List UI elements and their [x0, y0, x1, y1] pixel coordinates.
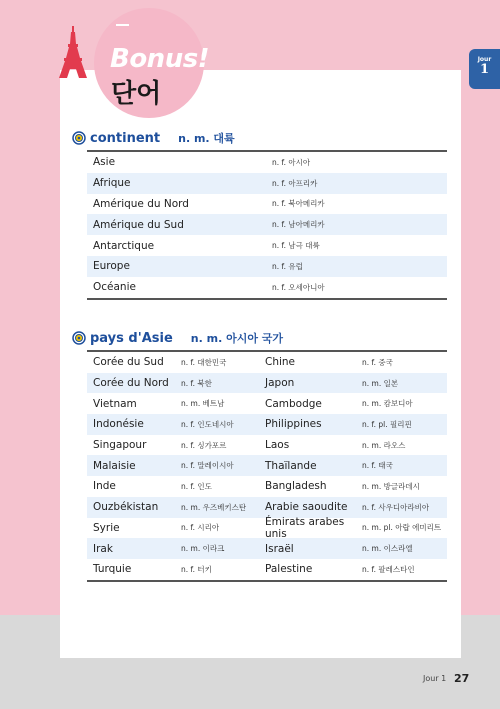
term: Singapour	[93, 439, 147, 452]
section-word: pays d'Asie	[90, 330, 173, 346]
section-asia-title	[72, 330, 283, 346]
translation: n. f. 남극 대륙	[272, 241, 320, 251]
term: Amérique du Nord	[93, 197, 189, 210]
continent-table	[87, 152, 447, 298]
term: Europe	[93, 260, 130, 273]
translation: n. f. 아프리카	[272, 178, 318, 188]
table-row	[87, 373, 447, 394]
term: Malaisie	[93, 459, 136, 472]
term: Corée du Nord	[93, 377, 169, 390]
translation: n. f. 남아메리카	[272, 220, 325, 230]
target-icon	[72, 131, 86, 145]
term: Inde	[93, 480, 116, 493]
translation: n. f. 시리아	[181, 523, 220, 533]
term: Ouzbékistan	[93, 501, 159, 514]
translation: n. f. 아시아	[272, 157, 311, 167]
translation: n. f. 대한민국	[181, 357, 227, 367]
table-row	[87, 194, 447, 215]
term: Asie	[93, 156, 116, 169]
term: Océanie	[93, 281, 136, 294]
table-row	[87, 538, 447, 559]
term: Irak	[93, 542, 113, 555]
translation: n. m. 우즈베키스탄	[181, 502, 247, 512]
translation: n. m. 라오스	[362, 440, 406, 450]
term: Amérique du Sud	[93, 218, 184, 231]
term: Antarctique	[93, 239, 155, 252]
translation: n. f. 사우디아라비아	[362, 502, 430, 512]
translation: n. f. 태국	[362, 461, 393, 471]
term: Palestine	[265, 563, 313, 576]
table-row	[87, 476, 447, 497]
eiffel-tower-icon	[58, 26, 88, 78]
translation: n. m. pl. 아랍 에미리트	[362, 523, 442, 533]
table-row	[87, 435, 447, 456]
section-grammar: n. m. 대륙	[178, 132, 235, 145]
translation: n. f. 인도	[181, 481, 212, 491]
table-row	[87, 559, 447, 580]
table-row	[87, 455, 447, 476]
translation: n. f. 싱가포르	[181, 440, 227, 450]
term: Philippines	[265, 418, 322, 431]
table-row	[87, 497, 447, 518]
term: Émirats arabes unis	[265, 515, 345, 540]
section-word: continent	[90, 130, 161, 146]
translation: n. f. 북한	[181, 378, 212, 388]
table-row	[87, 152, 447, 173]
term: Chine	[265, 356, 296, 369]
bonus-heading: Bonus!	[110, 44, 210, 74]
translation: n. m. 캄보디아	[362, 399, 413, 409]
translation: n. f. 중국	[362, 357, 393, 367]
chapter-tab-number: 1	[479, 62, 490, 77]
translation: n. f. pl. 필리핀	[362, 419, 412, 429]
translation: n. f. 인도네시아	[181, 419, 234, 429]
table-bottom-rule	[87, 298, 447, 300]
translation: n. m. 이스라엘	[362, 544, 413, 554]
term: Cambodge	[265, 397, 322, 410]
term: Indonésie	[93, 418, 144, 431]
translation: n. f. 유럽	[272, 261, 303, 271]
korean-title: 단어	[111, 79, 162, 109]
term: Thaïlande	[265, 459, 317, 472]
table-row	[87, 277, 447, 298]
chapter-tab-label: Jour	[477, 56, 492, 63]
table-row	[87, 256, 447, 277]
table-row	[87, 515, 447, 540]
term: Corée du Sud	[93, 356, 164, 369]
title-dash	[116, 24, 129, 26]
target-icon	[72, 331, 86, 345]
term: Turquie	[93, 563, 132, 576]
translation: n. f. 팔레스타인	[362, 564, 415, 574]
term: Japon	[265, 377, 295, 390]
table-row	[87, 414, 447, 435]
section-grammar: n. m. 아시아 국가	[190, 332, 284, 345]
translation: n. m. 베트남	[181, 399, 225, 409]
translation: n. m. 방글라데시	[362, 481, 420, 491]
table-row	[87, 352, 447, 373]
table-row	[87, 214, 447, 235]
table-row	[87, 173, 447, 194]
term: Afrique	[93, 177, 131, 190]
page-number: 27	[454, 672, 470, 685]
translation: n. m. 이라크	[181, 544, 225, 554]
asia-table	[87, 352, 447, 580]
translation: n. m. 일본	[362, 378, 399, 388]
translation: n. f. 북아메리카	[272, 199, 325, 209]
term: Syrie	[93, 521, 120, 534]
term: Bangladesh	[265, 480, 327, 493]
table-bottom-rule	[87, 580, 447, 582]
term: Israël	[265, 542, 294, 555]
translation: n. f. 오세아니아	[272, 282, 325, 292]
term: Arabie saoudite	[265, 501, 348, 514]
term: Vietnam	[93, 397, 137, 410]
term: Laos	[265, 439, 290, 452]
section-continent-title	[72, 130, 235, 146]
translation: n. f. 터키	[181, 564, 212, 574]
table-row	[87, 235, 447, 256]
translation: n. f. 말레이시아	[181, 461, 234, 471]
footer-label: Jour 1	[423, 674, 447, 683]
chapter-tab	[469, 49, 500, 89]
table-row	[87, 393, 447, 414]
